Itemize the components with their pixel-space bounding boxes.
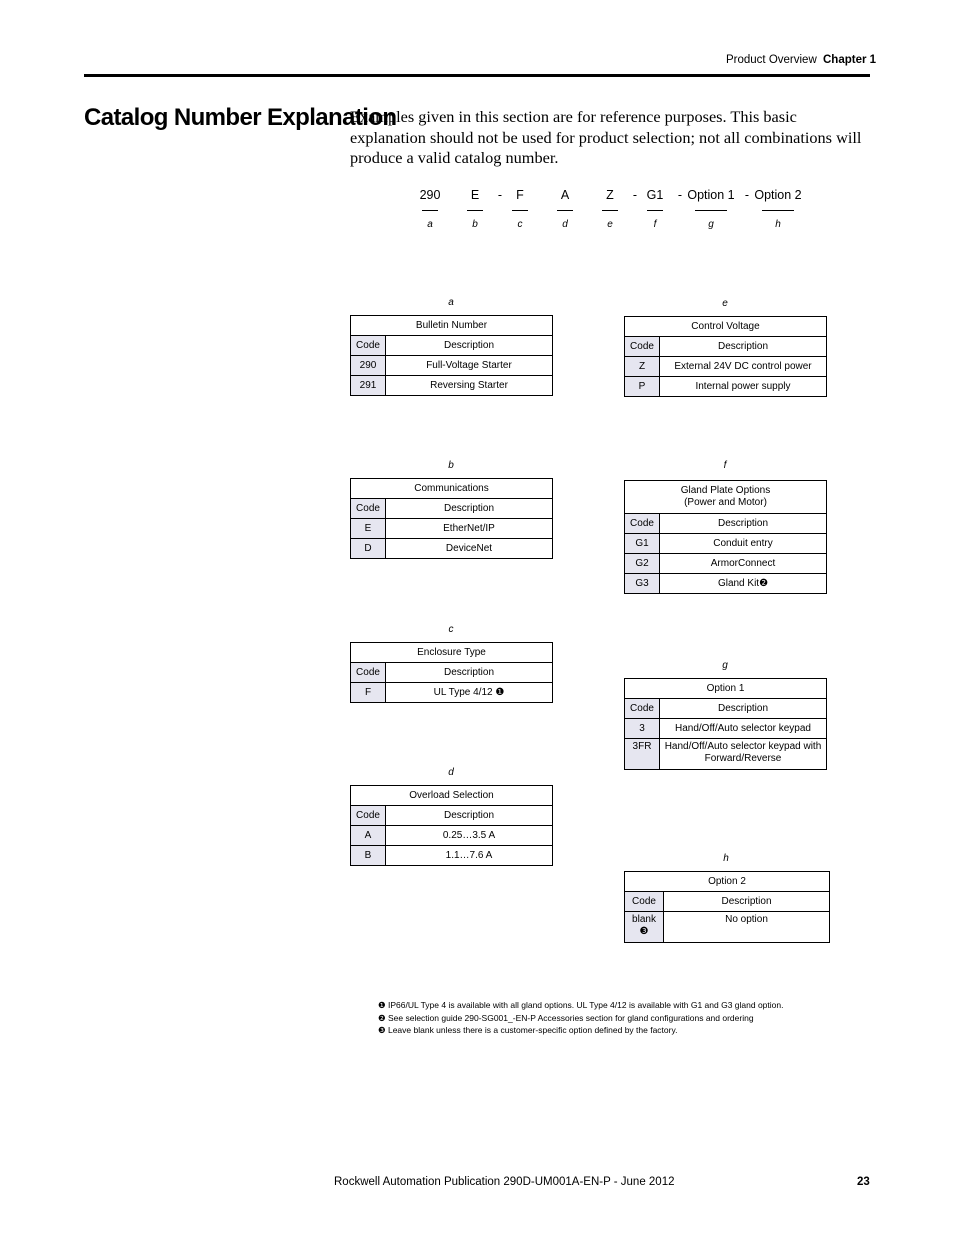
catalog-part-a: 290 [419,188,441,202]
table-row [625,554,827,574]
code-line: blank [632,914,656,925]
table-title-line: Gland Plate Options [680,485,771,496]
table-header-row [351,806,553,826]
table-title: Bulletin Number [351,316,553,336]
catalog-letter-e: e [607,219,613,230]
table-title: Control Voltage [625,317,827,337]
description-cell: EtherNet/IP [386,519,553,539]
catalog-underline [602,210,618,211]
description-header: Description [386,499,553,519]
code-header: Code [625,337,660,357]
code-cell [625,912,664,943]
description-header: Description [660,699,827,719]
code-header: Code [625,892,664,912]
table-row [351,846,553,866]
table-letter-b: b [448,460,454,471]
code-header: Code [625,514,660,534]
table-row [351,683,553,703]
table-header-row [351,499,553,519]
catalog-letter-f: f [653,219,657,230]
code-header: Code [625,699,660,719]
catalog-part-b: E [470,188,480,202]
table-title: Option 1 [625,679,827,699]
description-header: Description [664,892,830,912]
table-letter-f: f [723,460,727,471]
table-header-row [625,514,827,534]
catalog-part-c: F [516,188,524,202]
table-letter-d: d [448,767,454,778]
table-letter-a: a [448,297,454,308]
table-title [625,481,827,514]
description-line: Forward/Reverse [704,753,782,764]
table-letter-c: c [448,624,454,635]
catalog-letter-b: b [472,219,478,230]
code-cell: Z [625,357,660,377]
code-cell: E [351,519,386,539]
table-header-row [625,699,827,719]
footnote-2: ❷ See selection guide 290-SG001_-EN-P Accessories section for gland configurations and ordering [378,1013,754,1023]
footnote-3: ❸ Leave blank unless there is a customer-specific option defined by the factory. [378,1025,678,1035]
code-cell: B [351,846,386,866]
description-header: Description [386,806,553,826]
catalog-letter-c: c [517,219,523,230]
table-row [351,826,553,846]
page-number: 23 [857,1176,870,1188]
code-header: Code [351,336,386,356]
table-header-row [351,336,553,356]
description-cell: UL Type 4/12 ❶ [386,683,553,703]
code-cell: P [625,377,660,397]
footer-publication: Rockwell Automation Publication 290D-UM001A-EN-P - June 2012 [334,1176,675,1188]
code-cell: G1 [625,534,660,554]
table-header-row [625,337,827,357]
description-cell: ArmorConnect [660,554,827,574]
catalog-underline [695,210,727,211]
catalog-part-f: G1 [646,188,664,202]
table-letter-h: h [723,853,729,864]
table-title: Communications [351,479,553,499]
running-header-chapter: Chapter 1 [823,54,877,66]
description-cell: 1.1…7.6 A [386,846,553,866]
catalog-underline [557,210,573,211]
header-rule [84,74,870,77]
code-cell: 3FR [625,739,660,770]
bulletin-number-table [350,315,553,396]
table-letter-e: e [722,298,728,309]
description-cell: Reversing Starter [386,376,553,396]
code-header: Code [351,663,386,683]
catalog-separator: - [632,188,638,202]
code-cell: G3 [625,574,660,594]
option-1-table [624,678,827,770]
table-row [351,376,553,396]
catalog-part-d: A [560,188,570,202]
footnote-1: ❶ IP66/UL Type 4 is available with all gland options. UL Type 4/12 is available with G1 and G3 gland option. [378,1000,784,1010]
table-title: Enclosure Type [351,643,553,663]
catalog-letter-h: h [775,219,781,230]
page-title: Catalog Number Explanation [84,104,397,131]
table-row [351,539,553,559]
intro-paragraph: Examples given in this section are for reference purposes. This basic explanation should not be used for product selection; not all combinations will produce a valid catalog number. [350,107,862,167]
catalog-underline [647,210,663,211]
description-header: Description [386,663,553,683]
running-header-section: Product Overview [726,54,817,66]
catalog-part-h: Option 2 [754,188,802,202]
catalog-part-e: Z [606,188,614,202]
table-row [351,356,553,376]
description-header: Description [660,337,827,357]
code-cell: 291 [351,376,386,396]
description-cell: No option [664,912,830,943]
catalog-separator: - [497,188,503,202]
code-header: Code [351,499,386,519]
code-header: Code [351,806,386,826]
description-cell: Conduit entry [660,534,827,554]
catalog-letter-g: g [708,219,714,230]
table-header-row [625,892,830,912]
code-cell: 290 [351,356,386,376]
description-cell: External 24V DC control power [660,357,827,377]
overload-selection-table [350,785,553,866]
description-cell: DeviceNet [386,539,553,559]
table-row [625,719,827,739]
description-cell: 0.25…3.5 A [386,826,553,846]
catalog-separator: - [744,188,750,202]
table-row [351,519,553,539]
code-cell: F [351,683,386,703]
control-voltage-table [624,316,827,397]
table-title: Option 2 [625,872,830,892]
code-cell: D [351,539,386,559]
description-header: Description [660,514,827,534]
code-cell: A [351,826,386,846]
description-header: Description [386,336,553,356]
description-line: Hand/Off/Auto selector keypad with [664,741,822,752]
communications-table [350,478,553,559]
table-row [625,534,827,554]
table-title: Overload Selection [351,786,553,806]
enclosure-type-table [350,642,553,703]
description-cell: Internal power supply [660,377,827,397]
catalog-letter-a: a [427,219,433,230]
catalog-part-g: Option 1 [687,188,735,202]
description-cell: Hand/Off/Auto selector keypad [660,719,827,739]
code-line: ❸ [639,926,649,937]
catalog-underline [762,210,794,211]
table-row [625,574,827,594]
table-row [625,377,827,397]
gland-plate-options-table [624,480,827,594]
catalog-letter-d: d [562,219,568,230]
table-title-line: (Power and Motor) [684,497,767,508]
table-header-row [351,663,553,683]
catalog-underline [422,210,438,211]
option-2-table [624,871,830,943]
catalog-separator: - [677,188,683,202]
code-cell: 3 [625,719,660,739]
table-row [625,912,830,943]
description-cell: Gland Kit❷ [660,574,827,594]
code-cell: G2 [625,554,660,574]
catalog-underline [512,210,528,211]
description-cell: Full-Voltage Starter [386,356,553,376]
catalog-underline [467,210,483,211]
table-row [625,357,827,377]
table-row [625,739,827,770]
description-cell [660,739,827,770]
table-letter-g: g [722,660,728,671]
